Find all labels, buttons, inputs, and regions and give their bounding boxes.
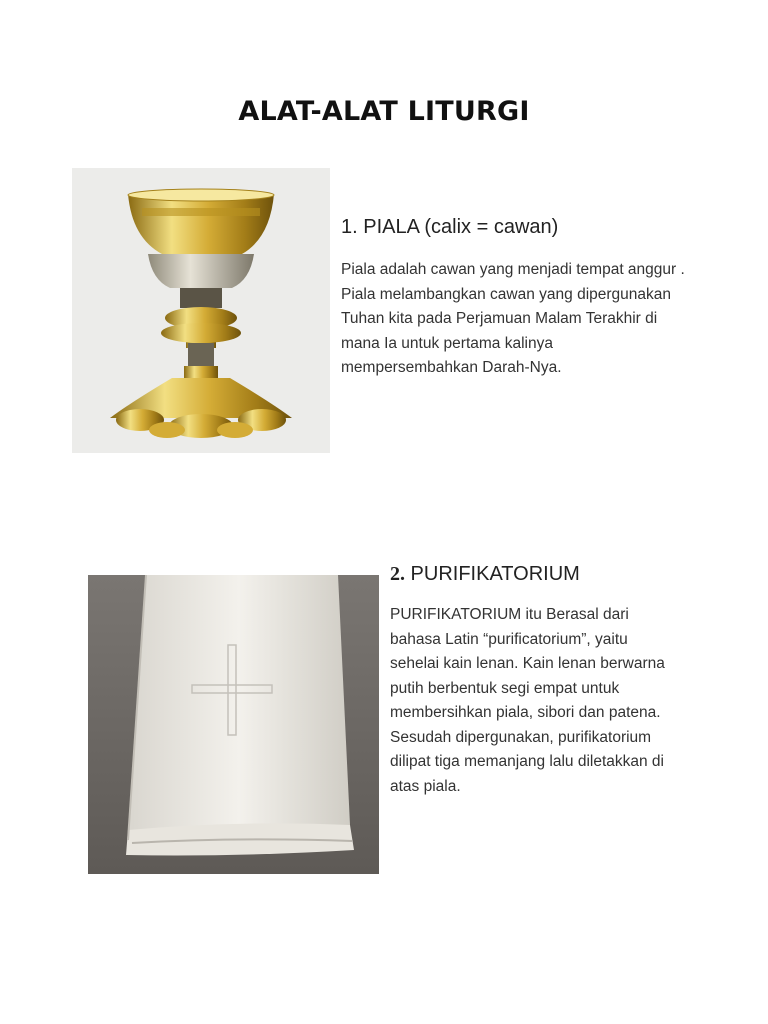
item-1-description: Piala adalah cawan yang menjadi tempat anggur . Piala melambangkan cawan yang dipergunakan Tuhan kita pada Perjamuan Malam Terakhir di mana Ia untuk pertama kalinya mempersembahkan Darah-Nya. [341,261,685,376]
item-2-heading [390,563,580,586]
item-1-heading: 1. PIALA (calix = cawan) [341,216,559,238]
item-2-number: 2. [390,563,405,585]
linen-cloth-image [88,575,379,874]
page-title: ALAT-ALAT LITURGI [238,96,530,127]
item-2-heading-text: PURIFIKATORIUM [405,563,580,585]
chalice-image [72,168,330,453]
item-2-description: PURIFIKATORIUM itu Berasal dari bahasa Latin “purificatorium”, yaitu sehelai kain lenan. Kain lenan berwarna putih berbentuk segi empat untuk membersihkan piala, sibori dan patena. Sesudah dipergunakan, purifikatorium dilipat tiga memanjang lalu diletakkan di atas piala. [390,606,665,795]
